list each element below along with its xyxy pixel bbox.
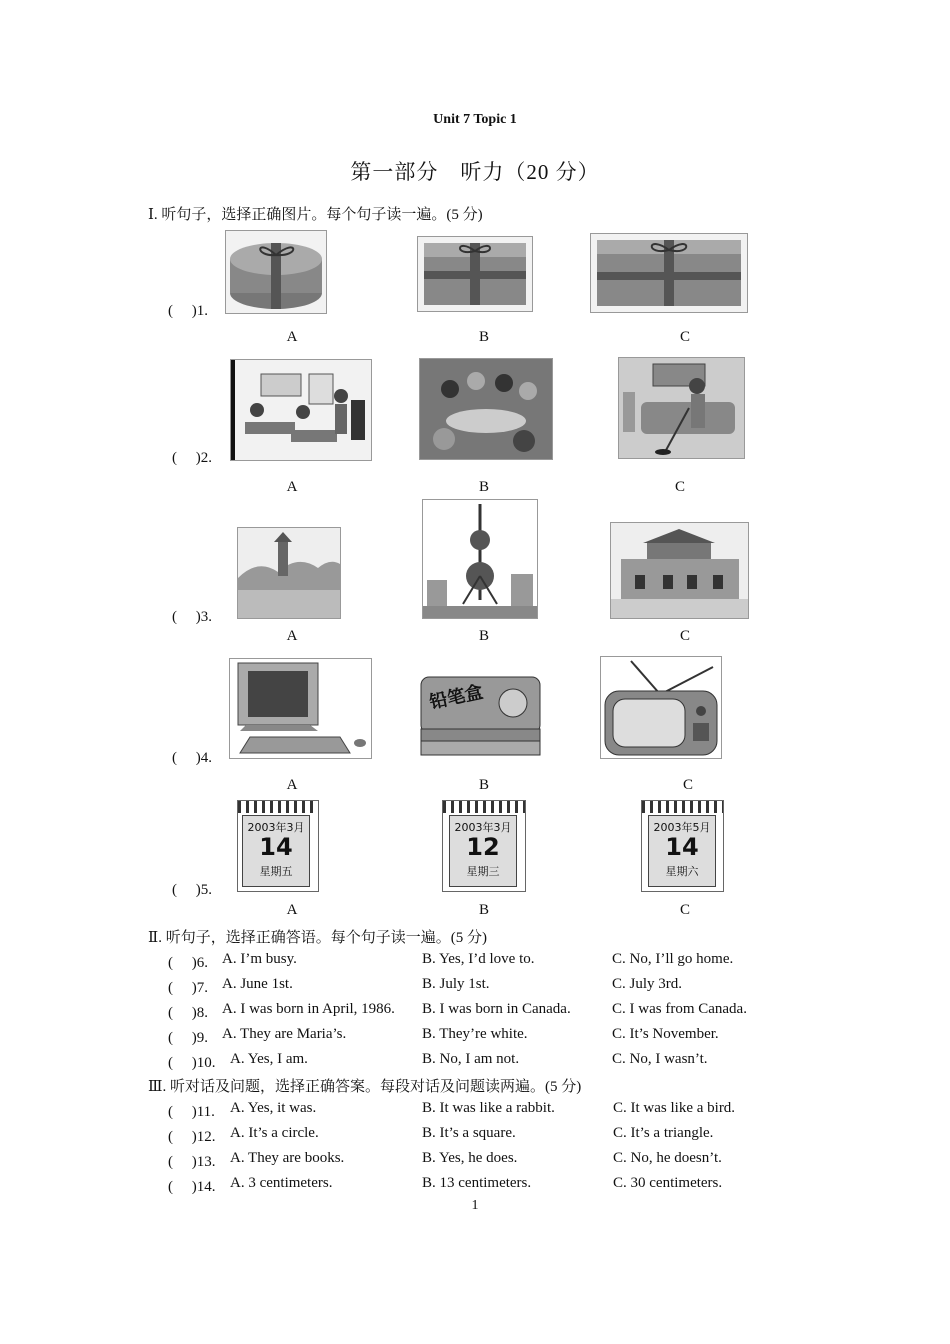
q1-option-a-label: A	[286, 329, 298, 345]
q4-option-b-label: B	[478, 777, 489, 793]
answer-question-9-option-c: C. It’s November.	[612, 1026, 719, 1042]
cleaning-scene-image	[618, 357, 745, 459]
lake-pagoda-image	[237, 527, 341, 619]
dialogue-question-12-option-a: A. It’s a circle.	[230, 1125, 319, 1141]
q1-option-c-label: C	[679, 329, 690, 345]
part-title: 第一部分 听力（20 分）	[350, 160, 600, 184]
answer-question-7-option-c: C. July 3rd.	[612, 976, 683, 992]
q3-option-a-label: A	[286, 628, 298, 644]
q2-option-a-label: A	[286, 479, 298, 495]
dialogue-question-14-number: ( )14.	[168, 1179, 216, 1195]
q5-option-a-label: A	[286, 902, 298, 918]
answer-question-8-option-b: B. I was born in Canada.	[422, 1001, 571, 1017]
dialogue-question-11-number: ( )11.	[168, 1104, 215, 1120]
calendar-a-weekday: 星期五	[259, 865, 293, 878]
answer-question-10-option-b: B. No, I am not.	[422, 1051, 520, 1067]
pencil-box-label: 铅笔盒	[427, 681, 485, 713]
dialogue-question-14-option-b: B. 13 centimeters.	[422, 1175, 532, 1191]
question-5-number: ( )5.	[172, 882, 212, 898]
dialogue-question-13-option-a: A. They are books.	[230, 1150, 345, 1166]
calendar-c-weekday: 星期六	[665, 865, 699, 878]
dialogue-question-14-option-a: A. 3 centimeters.	[230, 1175, 333, 1191]
calendar-a	[237, 800, 319, 892]
answer-question-9-option-a: A. They are Maria’s.	[222, 1026, 347, 1042]
q5-option-c-label: C	[679, 902, 690, 918]
answer-question-10-option-a: A. Yes, I am.	[230, 1051, 308, 1067]
answer-question-7-option-a: A. June 1st.	[222, 976, 293, 992]
dialogue-question-11-option-a: A. Yes, it was.	[230, 1100, 317, 1116]
question-1-number: ( )1.	[168, 303, 208, 319]
q2-option-c-label: C	[674, 479, 685, 495]
answer-question-6-option-c: C. No, I’ll go home.	[612, 951, 734, 967]
section-1-header: Ⅰ. 听句子，选择正确图片。每个句子读一遍。(5 分)	[148, 207, 483, 223]
dialogue-question-12-option-b: B. It’s a square.	[422, 1125, 516, 1141]
calendar-b-weekday: 星期三	[466, 865, 500, 878]
answer-question-8-option-a: A. I was born in April, 1986.	[222, 1001, 395, 1017]
classroom-scene-image	[230, 359, 372, 461]
calendar-c	[641, 800, 724, 892]
calendar-c-day: 14	[665, 833, 699, 861]
answer-question-10-option-c: C. No, I wasn’t.	[612, 1051, 708, 1067]
dialogue-question-14-option-c: C. 30 centimeters.	[613, 1175, 723, 1191]
answer-question-9-option-b: B. They’re white.	[422, 1026, 528, 1042]
q4-option-a-label: A	[286, 777, 298, 793]
answer-question-7-number: ( )7.	[168, 980, 208, 996]
section-2-header: Ⅱ. 听句子，选择正确答语。每个句子读一遍。(5 分)	[148, 930, 487, 946]
television-image	[600, 656, 722, 759]
computer-image	[229, 658, 372, 759]
square-gift-box-image	[417, 236, 533, 312]
q4-option-c-label: C	[682, 777, 693, 793]
answer-question-7-option-b: B. July 1st.	[422, 976, 490, 992]
calendar-c-month: 2003年5月	[653, 821, 711, 834]
answer-question-9-number: ( )9.	[168, 1030, 208, 1046]
q3-option-c-label: C	[679, 628, 690, 644]
long-gift-box-image	[590, 233, 748, 313]
dialogue-question-12-option-c: C. It’s a triangle.	[613, 1125, 714, 1141]
q5-option-b-label: B	[478, 902, 489, 918]
answer-question-6-option-b: B. Yes, I’d love to.	[422, 951, 535, 967]
question-2-number: ( )2.	[172, 450, 212, 466]
calendar-a-month: 2003年3月	[247, 821, 305, 834]
answer-question-6-number: ( )6.	[168, 955, 208, 971]
dialogue-question-13-option-b: B. Yes, he does.	[422, 1150, 518, 1166]
calendar-b-day: 12	[466, 833, 500, 861]
answer-question-6-option-a: A. I’m busy.	[222, 951, 297, 967]
answer-question-8-option-c: C. I was from Canada.	[612, 1001, 747, 1017]
q1-option-b-label: B	[478, 329, 489, 345]
round-gift-box-image	[225, 230, 327, 314]
dialogue-question-11-option-b: B. It was like a rabbit.	[422, 1100, 555, 1116]
q2-option-b-label: B	[478, 479, 489, 495]
tiananmen-image	[610, 522, 749, 619]
calendar-b-month: 2003年3月	[454, 821, 512, 834]
answer-question-10-number: ( )10.	[168, 1055, 216, 1071]
dialogue-question-13-number: ( )13.	[168, 1154, 216, 1170]
calendar-b	[442, 800, 526, 892]
dialogue-question-12-number: ( )12.	[168, 1129, 216, 1145]
dialogue-question-11-option-c: C. It was like a bird.	[613, 1100, 736, 1116]
tv-tower-image	[422, 499, 538, 619]
question-4-number: ( )4.	[172, 750, 212, 766]
answer-question-8-number: ( )8.	[168, 1005, 208, 1021]
q3-option-b-label: B	[478, 628, 489, 644]
party-scene-image	[419, 358, 553, 460]
section-3-header: Ⅲ. 听对话及问题，选择正确答案。每段对话及问题读两遍。(5 分)	[148, 1079, 582, 1095]
question-3-number: ( )3.	[172, 609, 212, 625]
page-number: 1	[471, 1198, 479, 1213]
dialogue-question-13-option-c: C. No, he doesn’t.	[613, 1150, 722, 1166]
calendar-a-day: 14	[259, 833, 293, 861]
unit-title: Unit 7 Topic 1	[433, 112, 517, 127]
